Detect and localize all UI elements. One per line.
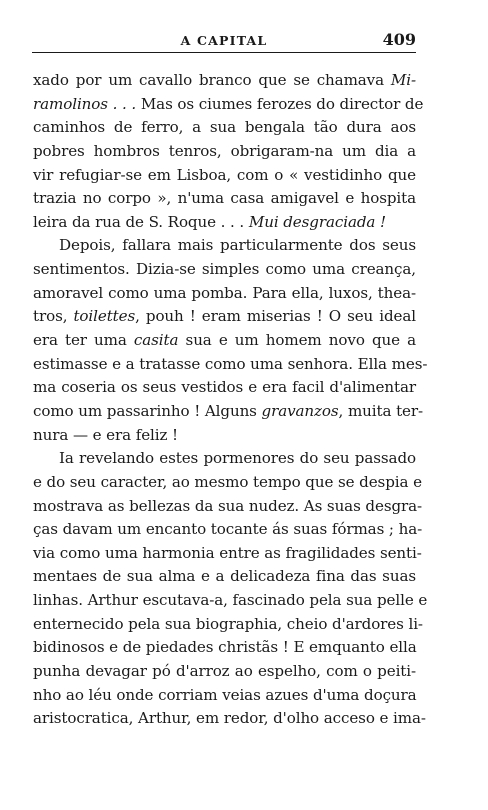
text-run: tros, [33,307,74,326]
header-rule [32,52,416,53]
paragraph [33,234,428,447]
text-run: caminhos de ferro, a sua bengala tão dura aos [33,118,416,137]
text-line [33,93,424,117]
text-run: Ia revelando estes pormenores do seu passado [59,449,416,468]
text-line [33,353,428,377]
text-run: linhas. Arthur escutava-a, fascinado pela sua pelle e [33,591,428,610]
text-run: como um passarinho ! Alguns [33,401,262,420]
text-line [33,636,416,660]
text-line [33,116,416,140]
text-line [33,187,416,211]
text-line [33,234,416,258]
text-line [33,613,423,637]
text-run: estimasse e a tratasse como uma senhora. Ella mes- [33,354,428,373]
text-line [33,495,423,519]
text-line [33,140,416,164]
text-line [33,707,426,731]
text-line [33,589,428,613]
text-line [33,258,416,282]
italic-text: toilettes [73,307,136,326]
text-line [33,565,416,589]
text-run: Mas os ciumes ferozes do director de [136,94,424,113]
text-run: bidinosos e de piedades christãs ! E emquanto ella [33,638,417,657]
text-line [33,424,416,448]
text-line [33,282,416,306]
text-line [33,471,422,495]
italic-text: Mi- [390,71,416,89]
text-run: nura — e era feliz ! [33,425,179,444]
italic-text: Mui desgraciada ! [248,212,386,231]
text-run: via como uma harmonia entre as fragilidades senti- [33,543,422,562]
text-run: sentimentos. Dizia-se simples como uma creança, [33,260,416,279]
running-title: A CAPITAL [180,33,268,48]
text-run: trazia no corpo », n'uma casa amigavel e hospita [33,189,416,208]
text-run: xado por um cavallo branco que se chamava [33,71,391,89]
text-line [33,447,416,471]
text-line [33,305,416,329]
text-line [33,329,416,353]
text-run: amoravel como uma pomba. Para ella, luxos, thea- [33,283,416,302]
paragraph [33,69,424,234]
text-run: Depois, fallara mais particularmente dos seus [59,236,416,255]
text-line [33,69,416,93]
text-line [33,164,416,188]
text-line [33,684,416,708]
text-run: mentaes de sua alma e a delicadeza fina das suas [33,567,416,586]
italic-text: gravanzos [261,401,339,420]
text-run: punha devagar pó d'arroz ao espelho, com o peiti- [33,662,416,681]
text-run: sua e um homem novo que a [178,331,416,350]
page-number: 409 [382,30,416,49]
text-line [33,518,423,542]
text-run: aristocratica, Arthur, em redor, d'olho acceso e ima- [33,709,426,728]
text-run: ças davam um encanto tocante ás suas fórmas ; ha- [33,520,423,539]
body-text [33,69,428,731]
italic-text: ramolinos . . . [33,94,137,113]
text-run: , muita ter- [338,401,423,420]
text-line [33,542,422,566]
paragraph [33,447,428,731]
text-line [33,660,416,684]
text-run: era ter uma [33,331,134,350]
text-run: , pouh ! eram miserias ! O seu ideal [135,307,416,326]
text-run: leira da rua de S. Roque . . . [33,212,249,231]
text-run: nho ao léu onde corriam veias azues d'uma doçura [33,685,417,704]
text-run: enternecido pela sua biographia, cheio d'ardores li- [33,614,423,633]
text-run: e do seu caracter, ao mesmo tempo que se despia e [33,472,422,491]
text-run: vir refugiar-se em Lisboa, com o « vestidinho que [33,165,416,184]
text-run: ma coseria os seus vestidos e era facil d'alimentar [33,378,416,397]
text-line [33,376,416,400]
text-line [33,400,423,424]
text-run: pobres hombros tenros, obrigaram-na um dia a [33,141,416,160]
running-head [32,30,416,53]
italic-text: casita [133,331,179,350]
text-line [33,211,416,235]
text-run: mostrava as bellezas da sua nudez. As suas desgra- [33,496,423,515]
